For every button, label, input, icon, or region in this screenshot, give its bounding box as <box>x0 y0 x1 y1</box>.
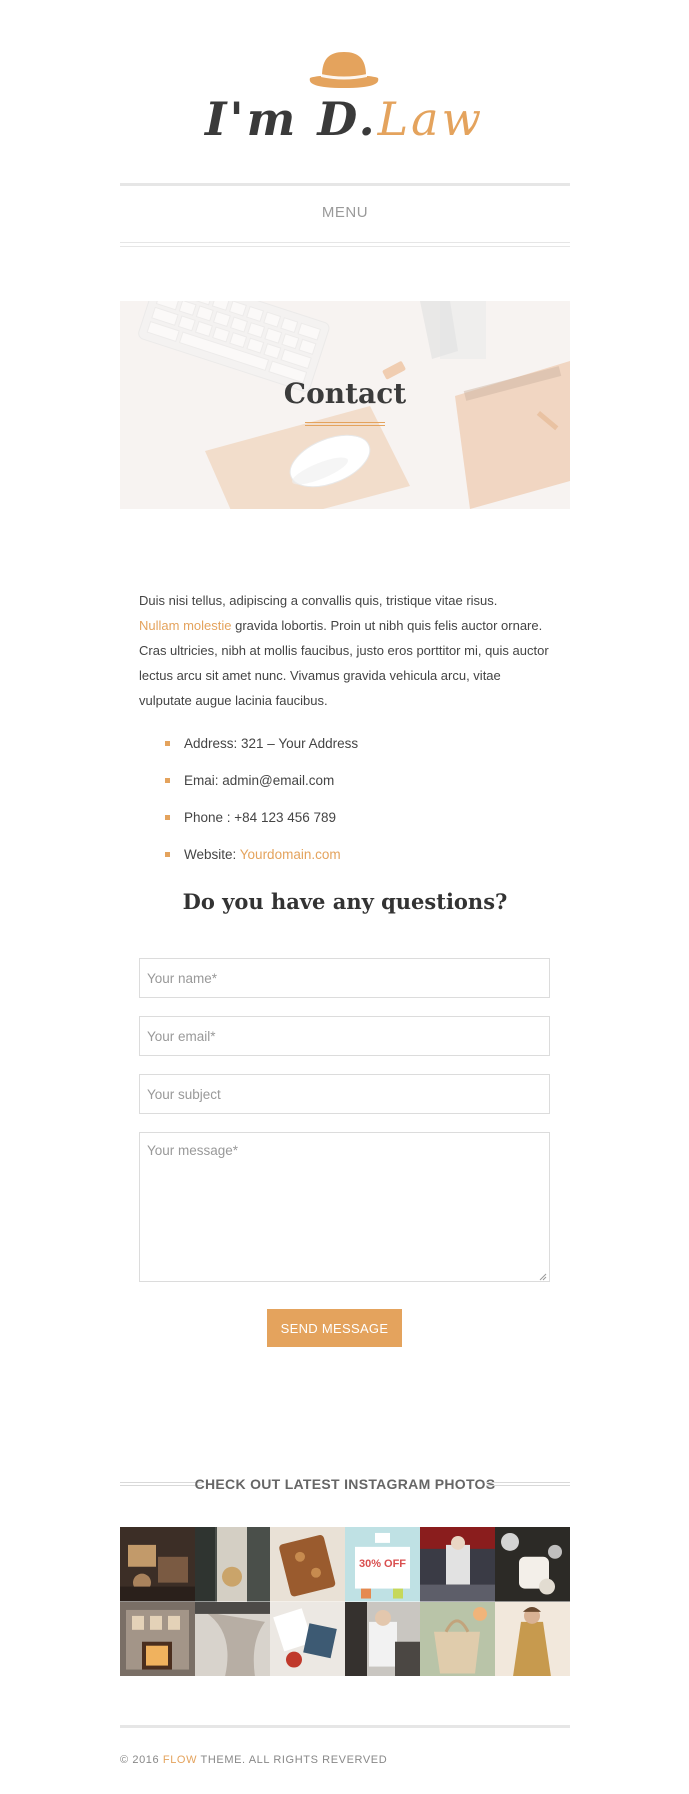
instagram-photo[interactable] <box>495 1527 570 1602</box>
email-input[interactable] <box>139 1016 550 1056</box>
instagram-photo[interactable] <box>270 1527 345 1602</box>
page-title: Contact <box>283 377 407 410</box>
instagram-photo[interactable] <box>420 1527 495 1602</box>
footer-copyright <box>120 1754 387 1766</box>
footer-prefix: © 2016 <box>120 1754 163 1766</box>
website-label: Website: <box>184 847 240 862</box>
resize-handle-icon[interactable] <box>538 1272 547 1281</box>
menu-bar <box>120 183 570 243</box>
intro-link[interactable]: Nullam molestie <box>139 618 232 633</box>
website-link[interactable]: Yourdomain.com <box>239 847 341 862</box>
hero-banner <box>120 301 570 509</box>
instagram-photo[interactable] <box>120 1602 195 1677</box>
header-rule-right <box>486 1482 570 1486</box>
footer-brand-link[interactable]: FLOW <box>162 1754 198 1766</box>
intro-paragraph <box>139 588 549 713</box>
logo-text <box>0 92 689 146</box>
intro-text-end: gravida lobortis. Proin ut nibh quis felis auctor ornare. Cras ultricies, nibh at mollis faucibus, justo eros porttitor mi, quis auctor lectus arcu sit amet nunc. Vivamus gravida vehicula arcu, vitae vulputate augue lacinia faucibus. <box>139 618 549 708</box>
promo-badge: 30% OFF <box>358 1558 407 1570</box>
logo-text-accent: Law <box>377 92 484 146</box>
send-message-button[interactable]: SEND MESSAGE <box>267 1309 402 1347</box>
instagram-photo[interactable] <box>270 1602 345 1677</box>
footer-suffix: THEME. ALL RIGHTS REVERVED <box>197 1754 388 1766</box>
phone-item: Phone : +84 123 456 789 <box>163 809 543 846</box>
instagram-title: CHECK OUT LATEST INSTAGRAM PHOTOS <box>194 1476 496 1492</box>
subject-input[interactable] <box>139 1074 550 1114</box>
instagram-photo[interactable] <box>420 1602 495 1677</box>
contact-info-list <box>163 735 543 883</box>
title-underline <box>305 422 385 426</box>
name-input[interactable] <box>139 958 550 998</box>
instagram-photo[interactable] <box>345 1527 420 1602</box>
instagram-photo[interactable] <box>195 1602 270 1677</box>
email-item: Emai: admin@email.com <box>163 772 543 809</box>
address-item: Address: 321 – Your Address <box>163 735 543 772</box>
instagram-photo[interactable] <box>495 1602 570 1677</box>
intro-text-start: Duis nisi tellus, adipiscing a convallis quis, tristique vitae risus. <box>139 593 498 608</box>
instagram-photo[interactable] <box>345 1602 420 1677</box>
instagram-photo[interactable] <box>120 1527 195 1602</box>
instagram-grid <box>120 1527 570 1676</box>
instagram-photo[interactable] <box>195 1527 270 1602</box>
footer-divider <box>120 1725 570 1729</box>
bowler-hat-icon <box>308 48 380 92</box>
website-item <box>163 846 543 883</box>
instagram-section-header <box>120 1474 570 1494</box>
site-logo[interactable] <box>0 48 689 148</box>
menu-toggle[interactable]: MENU <box>321 204 369 221</box>
message-textarea[interactable] <box>139 1132 550 1282</box>
logo-text-main: I'm D. <box>205 92 378 146</box>
form-title: Do you have any questions? <box>182 889 508 914</box>
